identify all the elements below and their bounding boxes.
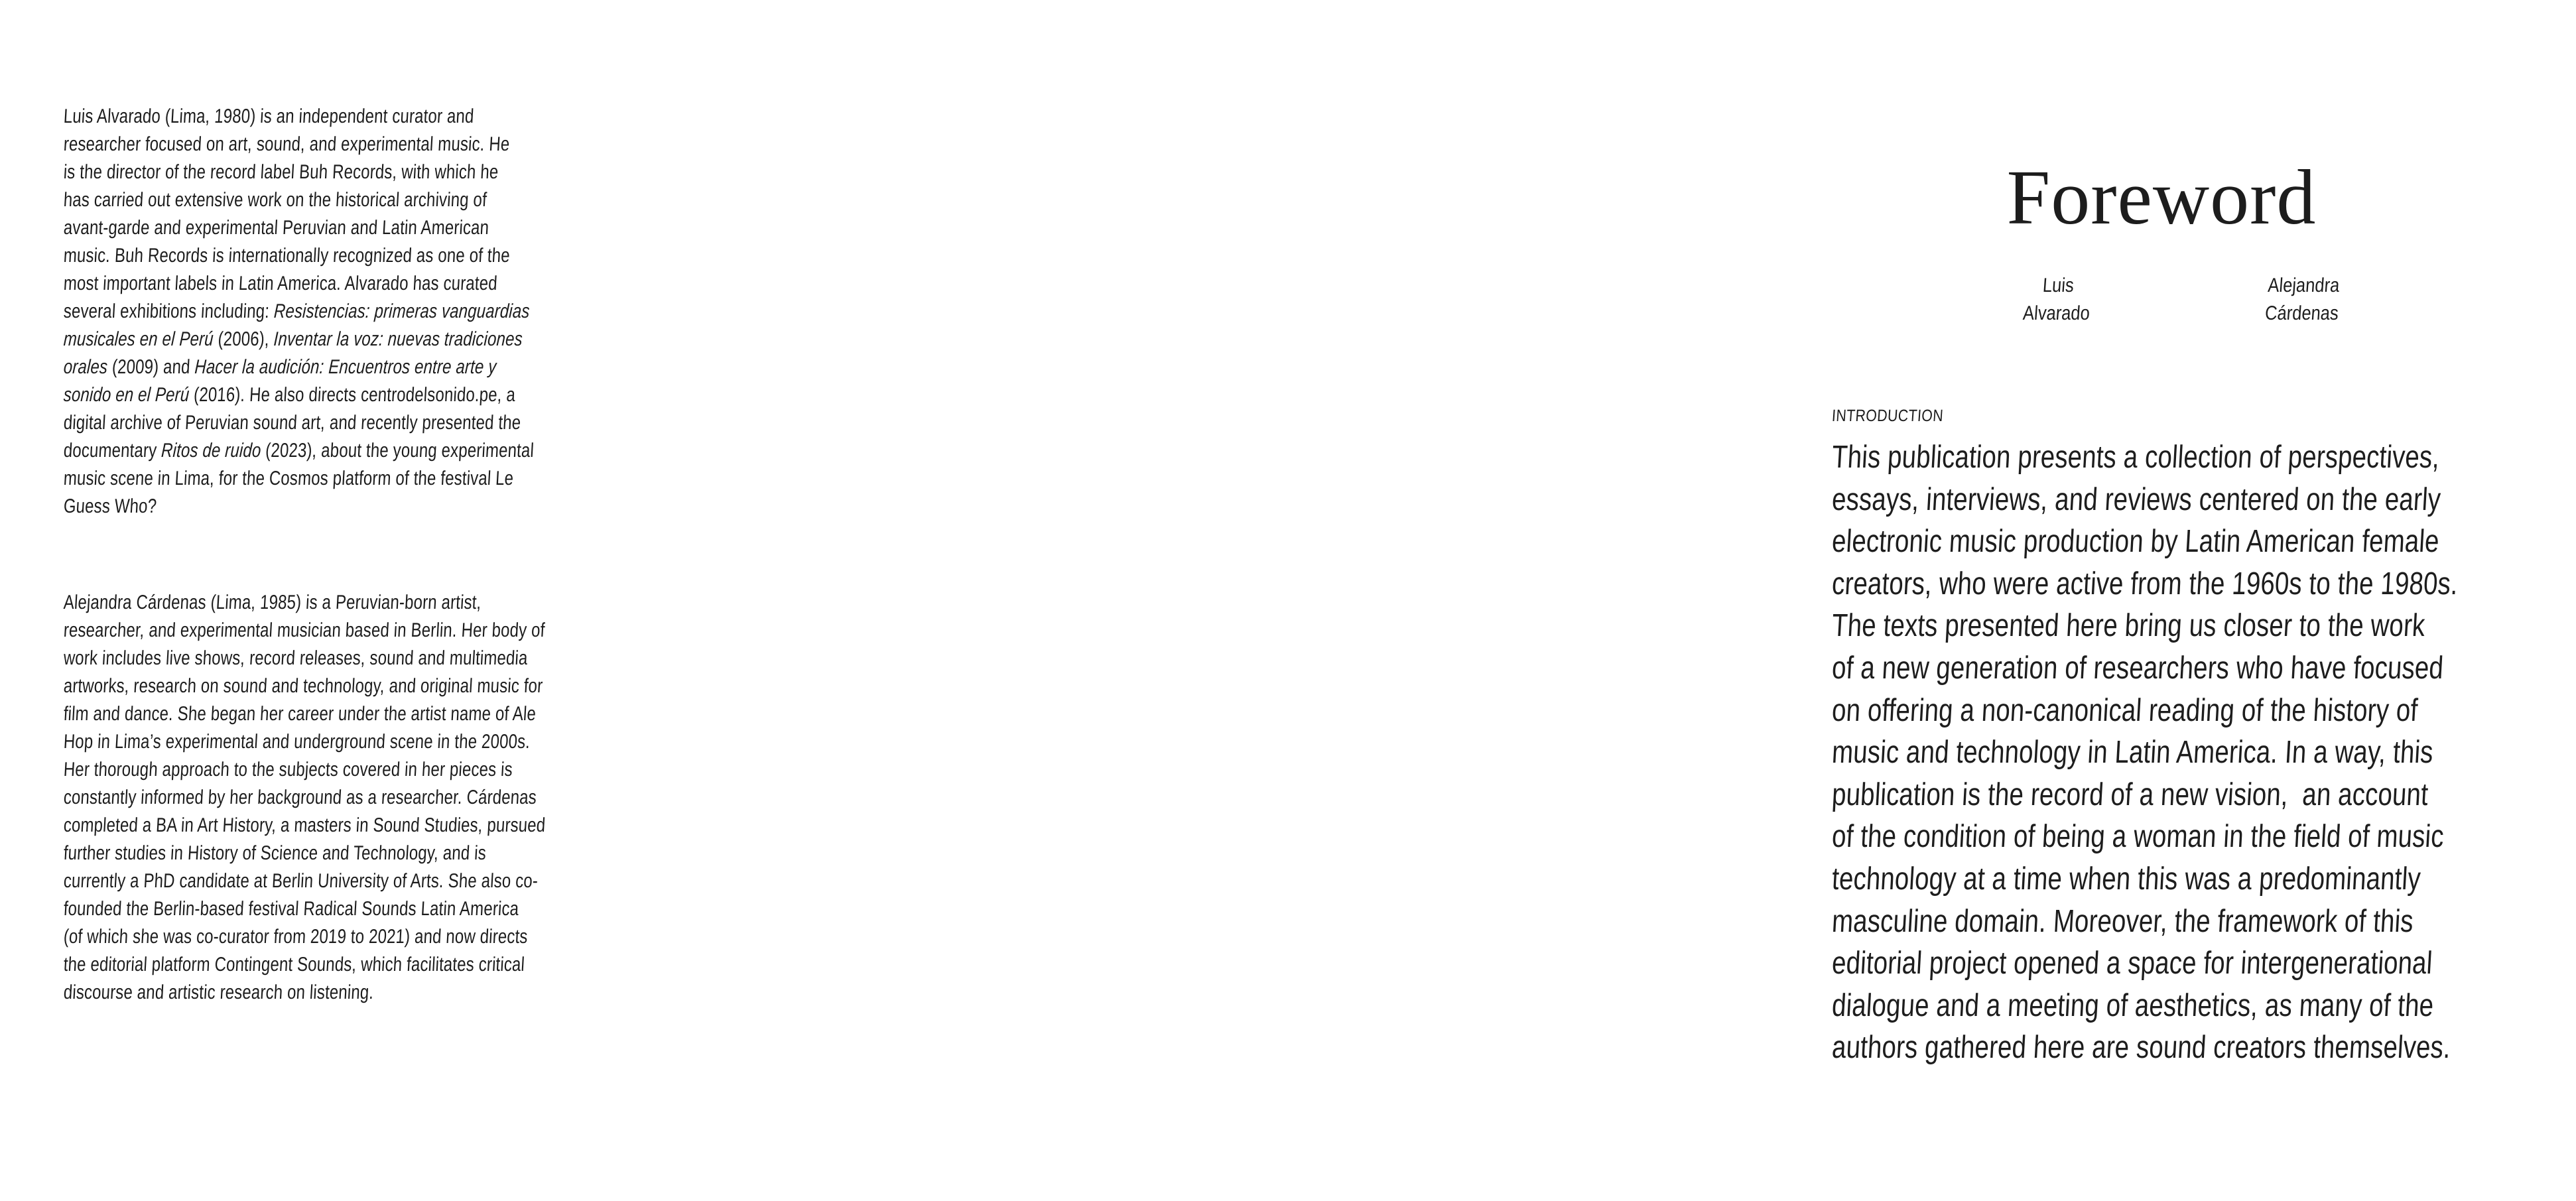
text-line: sonido en el Perú (2016). He also directs centrodelsonido.pe, a: [62, 384, 516, 406]
bio-alejandra-cardenas: [63, 589, 594, 1007]
text-line: most important labels in Latin America. Alvarado has curated: [62, 273, 498, 294]
right-page: [862, 0, 2459, 1201]
text-line: creators, who were active from the 1960s to the 1980s.: [1831, 566, 2459, 601]
text-line: of the condition of being a woman in the field of music: [1831, 819, 2445, 855]
text-line: Hop in Lima’s experimental and underground scene in the 2000s.: [62, 731, 531, 753]
text-line: constantly informed by her background as a researcher. Cárdenas: [62, 787, 537, 808]
text-line: Alejandra Cárdenas (Lima, 1985) is a Peruvian-born artist,: [62, 592, 482, 613]
text-line: is the director of the record label Buh Records, with which he: [62, 161, 499, 183]
text-line: artworks, research on sound and technology, and original music for: [62, 675, 544, 697]
author-name-alejandra: Alejandra Cárdenas: [2264, 275, 2341, 324]
introduction-paragraph: [1831, 436, 2574, 1069]
text-line: discourse and artistic research on listening.: [62, 981, 375, 1003]
text-line: founded the Berlin-based festival Radical Sounds Latin America: [62, 898, 520, 920]
text-line: authors gathered here are sound creators themselves.: [1831, 1030, 2452, 1066]
text-line: Luis Alvarado (Lima, 1980) is an independent curator and: [62, 105, 475, 127]
text-line: film and dance. She began her career under the artist name of Ale: [62, 703, 537, 725]
text-line: has carried out extensive work on the historical archiving of: [62, 189, 487, 211]
text-line: music scene in Lima, for the Cosmos platform of the festival Le: [62, 468, 515, 489]
text-line: further studies in History of Science and Technology, and is: [62, 842, 487, 864]
text-line: researcher focused on art, sound, and experimental music. He: [62, 133, 511, 155]
left-page: [0, 0, 862, 1201]
text-line: (of which she was co-curator from 2019 to 2021) and now directs: [62, 926, 529, 948]
author-name-luis: Luis Alvarado: [2022, 275, 2091, 324]
text-line: This publication presents a collection of perspectives,: [1831, 440, 2441, 475]
text-line: editorial project opened a space for intergenerational: [1831, 946, 2433, 981]
text-line: avant-garde and experimental Peruvian and Latin American: [62, 217, 490, 239]
text-line: publication is the record of a new vision, an account: [1831, 777, 2429, 812]
text-line: digital archive of Peruvian sound art, and recently presented the: [62, 412, 522, 434]
text-line: several exhibitions including: Resistencias: primeras vanguardias: [62, 300, 531, 322]
text-line: completed a BA in Art History, a masters in Sound Studies, pursued: [62, 814, 547, 836]
text-line: the editorial platform Contingent Sounds, which facilitates critical: [62, 954, 525, 976]
text-line: music. Buh Records is internationally recognized as one of the: [62, 245, 511, 267]
text-line: masculine domain. Moreover, the framework of this: [1831, 903, 2415, 939]
text-line: currently a PhD candidate at Berlin University of Arts. She also co-: [62, 870, 539, 892]
text-line: of a new generation of researchers who have focused: [1831, 650, 2445, 686]
text-line: The texts presented here bring us closer to the work: [1831, 608, 2426, 644]
text-line: Her thorough approach to the subjects covered in her pieces is: [62, 759, 513, 781]
text-line: dialogue and a meeting of aesthetics, as many of the: [1831, 987, 2435, 1023]
bio-luis-alvarado: [63, 103, 594, 521]
introduction-label: INTRODUCTION: [1831, 407, 1945, 425]
text-line: musicales en el Perú (2006), Inventar la voz: nuevas tradiciones: [62, 328, 523, 350]
text-line: music and technology in Latin America. In a way, this: [1831, 735, 2435, 771]
text-line: orales (2009) and Hacer la audición: Encuentros entre arte y: [62, 356, 497, 378]
text-line: researcher, and experimental musician based in Berlin. Her body of: [62, 619, 546, 641]
text-line: electronic music production by Latin American female: [1831, 524, 2441, 560]
foreword-title: Foreword: [2006, 154, 2317, 241]
text-line: work includes live shows, record releases, sound and multimedia: [62, 647, 529, 669]
text-line: on offering a non-canonical reading of the history of: [1831, 692, 2419, 728]
text-line: documentary Ritos de ruido (2023), about the young experimental: [62, 440, 535, 462]
text-line: essays, interviews, and reviews centered on the early: [1831, 481, 2442, 517]
text-line: technology at a time when this was a predominantly: [1831, 861, 2422, 897]
text-line: Guess Who?: [62, 495, 158, 517]
